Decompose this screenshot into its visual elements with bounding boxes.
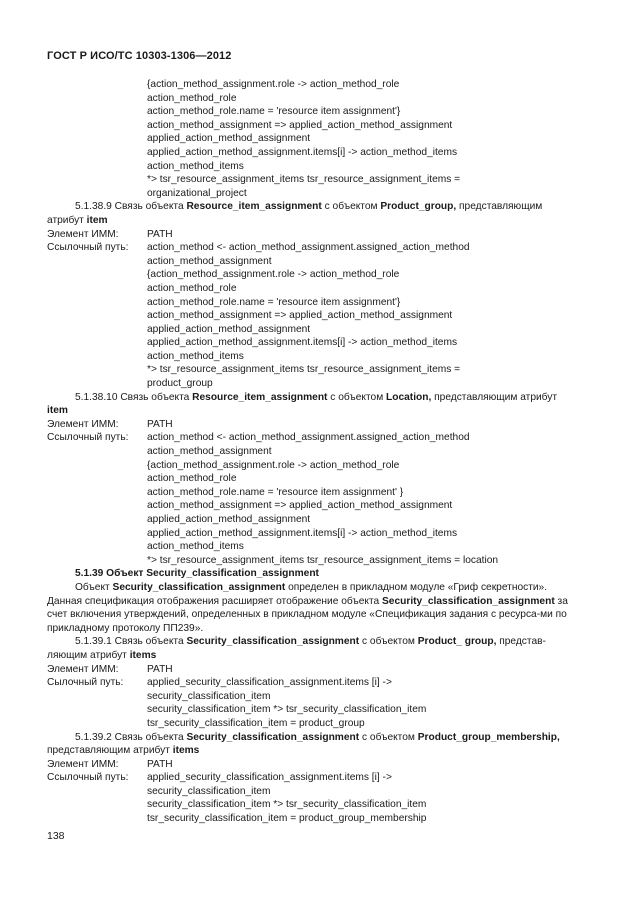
field-row: [47, 418, 583, 432]
field-value: PATH: [147, 418, 173, 430]
text-span: за счет включения утверждений, определенных в прикладном модуле «Спецификация задания с ресурса-ми по прикладному протоколу ПП239».: [47, 595, 568, 634]
field-label: Элемент ИММ:: [47, 663, 119, 675]
bold-term: items: [129, 649, 157, 661]
path-line: *> tsr_resource_assignment_items tsr_resource_assignment_items =: [147, 174, 461, 186]
text-span: определен в прикладном модуле «Гриф секретности». Данная спецификация отображения расширяет отображение объекта: [47, 581, 548, 607]
path-line: action_method_role: [147, 282, 237, 294]
text-span: с объектом: [359, 636, 418, 648]
path-line: action_method_items: [147, 350, 244, 362]
path-line: action_method_assignment => applied_action_method_assignment: [147, 310, 453, 322]
text-span: с объектом: [327, 391, 387, 403]
path-line: security_classification_item *> tsr_security_classification_item: [147, 799, 427, 811]
field-label: Ссылочный путь:: [47, 432, 129, 444]
text-span: 5.1.39.1 Связь объекта: [75, 636, 187, 648]
section-heading: [47, 200, 583, 214]
field-row: [47, 758, 583, 772]
path-line: applied_action_method_assignment.items[i] -> action_method_items: [147, 146, 458, 158]
field-label: Ссылочный путь:: [47, 772, 129, 784]
field-row: [47, 663, 583, 677]
path-line: {action_method_assignment.role -> action_method_role: [147, 269, 400, 281]
text-line: [47, 649, 583, 663]
path-line: action_method_role: [147, 473, 237, 485]
field-label: Ссылочный путь:: [47, 242, 129, 254]
field-row: [47, 228, 583, 242]
field-value: applied_security_classification_assignment.items [i] ->: [147, 677, 392, 689]
field-row: [47, 241, 583, 255]
text-span: представляющим: [456, 201, 543, 213]
path-line: action_method_assignment => applied_action_method_assignment: [147, 500, 453, 512]
path-line: {action_method_assignment.role -> action_method_role: [147, 459, 400, 471]
section-heading: [47, 731, 583, 745]
field-label: Элемент ИММ:: [47, 418, 119, 430]
text-span: ляющим атрибут: [47, 649, 130, 661]
path-line: applied_action_method_assignment.items[i] -> action_method_items: [147, 527, 458, 539]
field-value: applied_security_classification_assignment.items [i] ->: [147, 772, 392, 784]
section-heading: [47, 567, 583, 581]
text-span: Объект: [75, 581, 113, 593]
path-line: applied_action_method_assignment: [147, 514, 311, 525]
field-value: action_method <- action_method_assignment.assigned_action_method: [147, 242, 470, 254]
path-line: security_classification_item *> tsr_security_classification_item: [147, 704, 427, 716]
bold-term: Product_group_membership,: [417, 731, 560, 743]
text-span: 5.1.39.2 Связь объекта: [75, 731, 187, 743]
text-line: [47, 404, 583, 418]
field-row: [47, 771, 583, 785]
path-line: action_method_items: [147, 160, 244, 172]
path-line: product_group: [147, 378, 213, 390]
field-row: [47, 676, 583, 690]
field-value: PATH: [147, 758, 173, 770]
text-span: с объектом: [359, 731, 418, 743]
section-heading: [47, 635, 583, 649]
path-line: tsr_security_classification_item = product_group: [147, 717, 365, 729]
document-body: [47, 78, 583, 826]
field-value: action_method <- action_method_assignment.assigned_action_method: [147, 432, 470, 444]
page-header: ГОСТ Р ИСО/ТС 10303-1306—2012: [47, 50, 232, 62]
path-line: tsr_security_classification_item = product_group_membership: [147, 813, 427, 825]
path-line: action_method_items: [147, 541, 244, 553]
field-label: Сылочный путь:: [47, 677, 124, 689]
path-line: action_method_role: [147, 92, 237, 104]
path-line: {action_method_assignment.role -> action_method_role: [147, 79, 400, 90]
field-label: Элемент ИММ:: [47, 758, 119, 770]
path-line: action_method_role.name = 'resource item assignment' }: [147, 486, 404, 498]
path-line: *> tsr_resource_assignment_items tsr_resource_assignment_items =: [147, 364, 461, 376]
path-line: *> tsr_resource_assignment_items tsr_resource_assignment_items = location: [147, 554, 499, 566]
bold-term: Product_ group,: [417, 636, 497, 648]
page-number: 138: [47, 830, 65, 842]
path-line: applied_action_method_assignment.items[i] -> action_method_items: [147, 337, 458, 349]
text-span: 5.1.38.10 Связь объекта: [75, 391, 193, 403]
field-row: [47, 431, 583, 445]
bold-term: Security_classification_assignment: [112, 581, 286, 593]
bold-term: Location,: [386, 391, 432, 403]
path-line: action_method_assignment: [147, 446, 272, 458]
field-value: PATH: [147, 228, 173, 240]
bold-term: Product_group,: [380, 201, 457, 213]
bold-term: Resource_item_assignment: [192, 391, 328, 403]
bold-term: item: [47, 405, 68, 417]
paragraph: [47, 581, 583, 635]
path-line: action_method_role.name = 'resource item assignment'}: [147, 106, 401, 118]
field-value: PATH: [147, 663, 173, 675]
path-line: security_classification_item: [147, 785, 271, 797]
text-line: [47, 214, 583, 228]
text-span: атрибут: [47, 214, 87, 226]
bold-term: Security_classification_assignment: [382, 595, 555, 607]
path-line: applied_action_method_assignment: [147, 323, 311, 335]
text-line: [47, 744, 583, 758]
bold-term: Security_classification_assignment: [186, 731, 360, 743]
path-line: organizational_project: [147, 187, 247, 199]
path-line: applied_action_method_assignment: [147, 133, 311, 145]
path-line: action_method_assignment: [147, 255, 272, 267]
bold-term: items: [172, 745, 200, 757]
text-span: с объектом: [321, 201, 381, 213]
bold-term: item: [86, 214, 108, 226]
path-line: action_method_role.name = 'resource item assignment'}: [147, 296, 401, 308]
section-heading: [47, 391, 583, 405]
path-line: action_method_assignment => applied_action_method_assignment: [147, 119, 453, 131]
path-line: security_classification_item: [147, 690, 271, 702]
field-label: Элемент ИММ:: [47, 228, 119, 240]
text-span: представляющим атрибут: [431, 391, 558, 403]
text-span: представ-: [496, 636, 546, 648]
text-span: представляющим атрибут: [47, 745, 173, 757]
bold-term: 5.1.39 Объект Security_classification_assignment: [75, 568, 319, 580]
bold-term: Resource_item_assignment: [186, 201, 322, 213]
bold-term: Security_classification_assignment: [186, 636, 360, 648]
text-span: 5.1.38.9 Связь объекта: [75, 201, 187, 213]
